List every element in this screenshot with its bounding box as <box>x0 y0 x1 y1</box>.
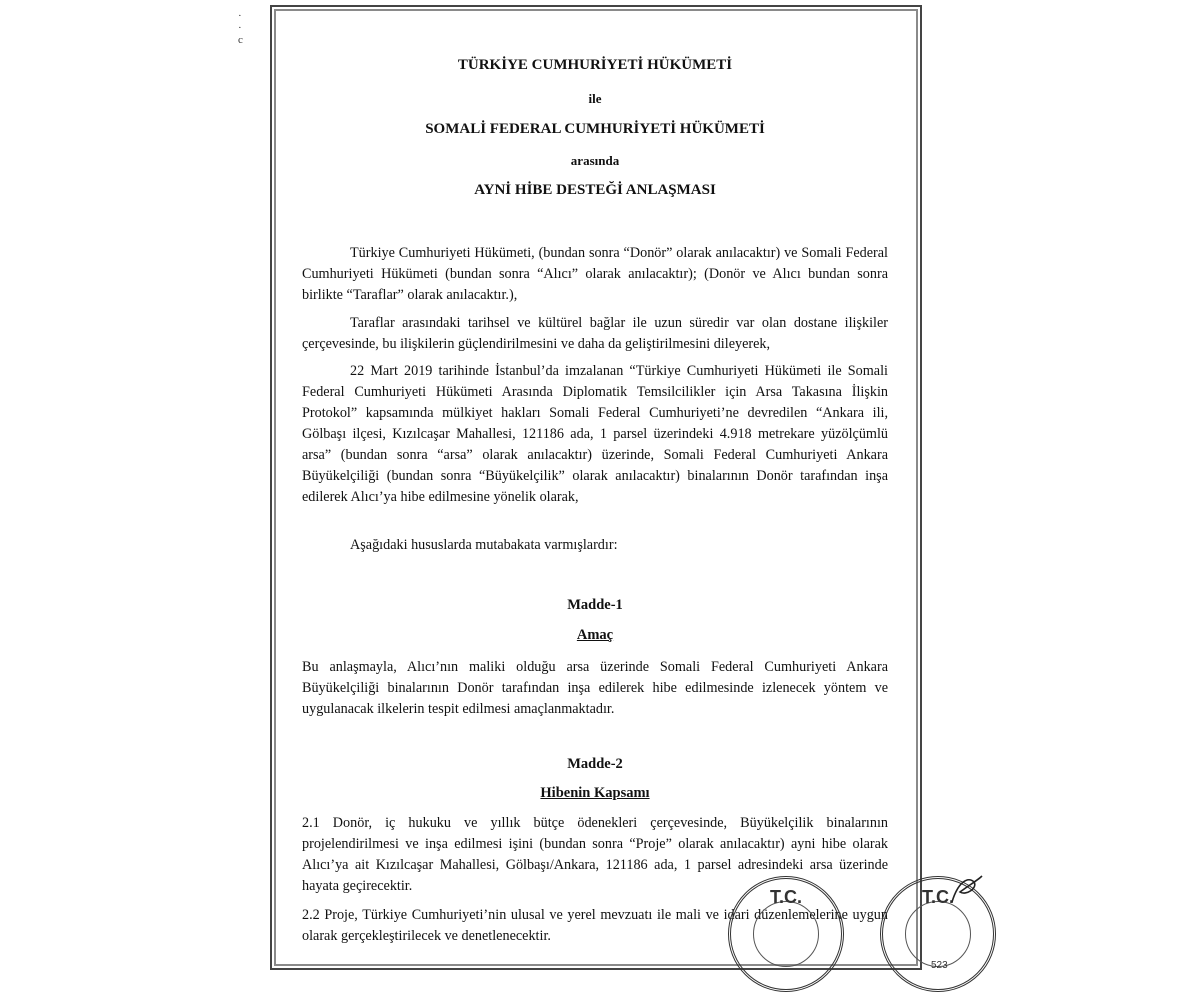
seal-text: T.C. <box>921 887 954 907</box>
article-1-number: Madde-1 <box>567 597 623 613</box>
header-line-1: TÜRKİYE CUMHURİYETİ HÜKÜMETİ <box>457 57 733 73</box>
header-line-4: arasında <box>570 153 620 168</box>
header-line-2: ile <box>588 91 602 106</box>
seal-text: T.C. <box>769 887 802 907</box>
document-frame <box>270 5 922 970</box>
margin-mark: · <box>238 22 242 34</box>
article-1-paragraph: Bu anlaşmayla, Alıcı’nın maliki olduğu arsa üzerinde Somali Federal Cumhuriyeti Ankara Büyükelçiliği binalarının Donör tarafından inşa edilerek hibe edilmesinde izlenecek yöntem ve uygulanacak ilkelerin tespit edilmesi amaçlanmaktadır. <box>302 659 888 717</box>
margin-mark: · <box>238 10 242 22</box>
article-2-paragraph-2: 2.2 Proje, Türkiye Cumhuriyeti’nin ulusal ve yerel mevzuatı ile mali ve idari düzenlemelerine uygun olarak gerçekleştirilecek ve denetlenecektir. <box>302 907 888 944</box>
seal-inner-ring <box>753 901 819 967</box>
margin-marks <box>238 10 248 46</box>
seal-inner-ring <box>905 901 971 967</box>
preamble-paragraph-4: Aşağıdaki hususlarda mutabakata varmışlardır: <box>350 537 618 553</box>
article-2-title: Hibenin Kapsamı <box>540 785 650 801</box>
official-seal-left <box>728 876 844 992</box>
preamble-paragraph-3: 22 Mart 2019 tarihinde İstanbul’da imzalanan “Türkiye Cumhuriyeti Hükümeti ile Somali Federal Cumhuriyeti Hükümeti Arasında Diplomatik Temsilcilikler için Arsa Takasına İlişkin Protokol” kapsamında mülkiyet hakları Somali Federal Cumhuriyeti’ne devredilen “Ankara ili, Gölbaşı ilçesi, Kızılcaşar Mahallesi, 121186 ada, 1 parsel üzerindeki 4.918 metrekare yüzölçümlü arsa” (bundan sonra “arsa” olarak anılacaktır) üzerinde, Somali Federal Cumhuriyeti Ankara Büyükelçiliği (bundan sonra “Büyükelçilik” olarak anılacaktır) binalarının Donör tarafından inşa edilerek Alıcı’ya hibe edilmesine yönelik olarak, <box>302 363 888 505</box>
preamble-paragraph-1: Türkiye Cumhuriyeti Hükümeti, (bundan sonra “Donör” olarak anılacaktır) ve Somali Federal Cumhuriyeti Hükümeti (bundan sonra “Alıcı” olarak anılacaktır); (Donör ve Alıcı bundan sonra birlikte “Taraflar” olarak anılacaktır.), <box>302 245 888 303</box>
article-2-paragraph-1: 2.1 Donör, iç hukuku ve yıllık bütçe ödenekleri çerçevesinde, Büyükelçilik binalarının projelendirilmesi ve inşa edilmesi işini (bundan sonra “Proje” olarak anılacaktır) ayni hibe olarak Alıcı’ya ait Kızılcaşar Mahallesi, Gölbaşı/Ankara, 121186 ada, 1 parsel adresindeki arsa üzerinde hayata geçirecektir. <box>302 815 888 894</box>
preamble-paragraph-2: Taraflar arasındaki tarihsel ve kültürel bağlar ile uzun süredir var olan dostane ilişkiler çerçevesinde, bu ilişkilerin güçlendirilmesini ve daha da geliştirilmesini dileyerek, <box>302 315 888 352</box>
seal-number: 523 <box>931 960 948 971</box>
article-1-title: Amaç <box>576 627 614 643</box>
header-line-3: SOMALİ FEDERAL CUMHURİYETİ HÜKÜMETİ <box>425 121 765 137</box>
agreement-title: AYNİ HİBE DESTEĞİ ANLAŞMASI <box>474 182 716 198</box>
margin-mark: c <box>238 34 243 46</box>
document-page <box>302 7 888 968</box>
article-2-number: Madde-2 <box>567 756 623 772</box>
signature-mark <box>948 872 984 908</box>
